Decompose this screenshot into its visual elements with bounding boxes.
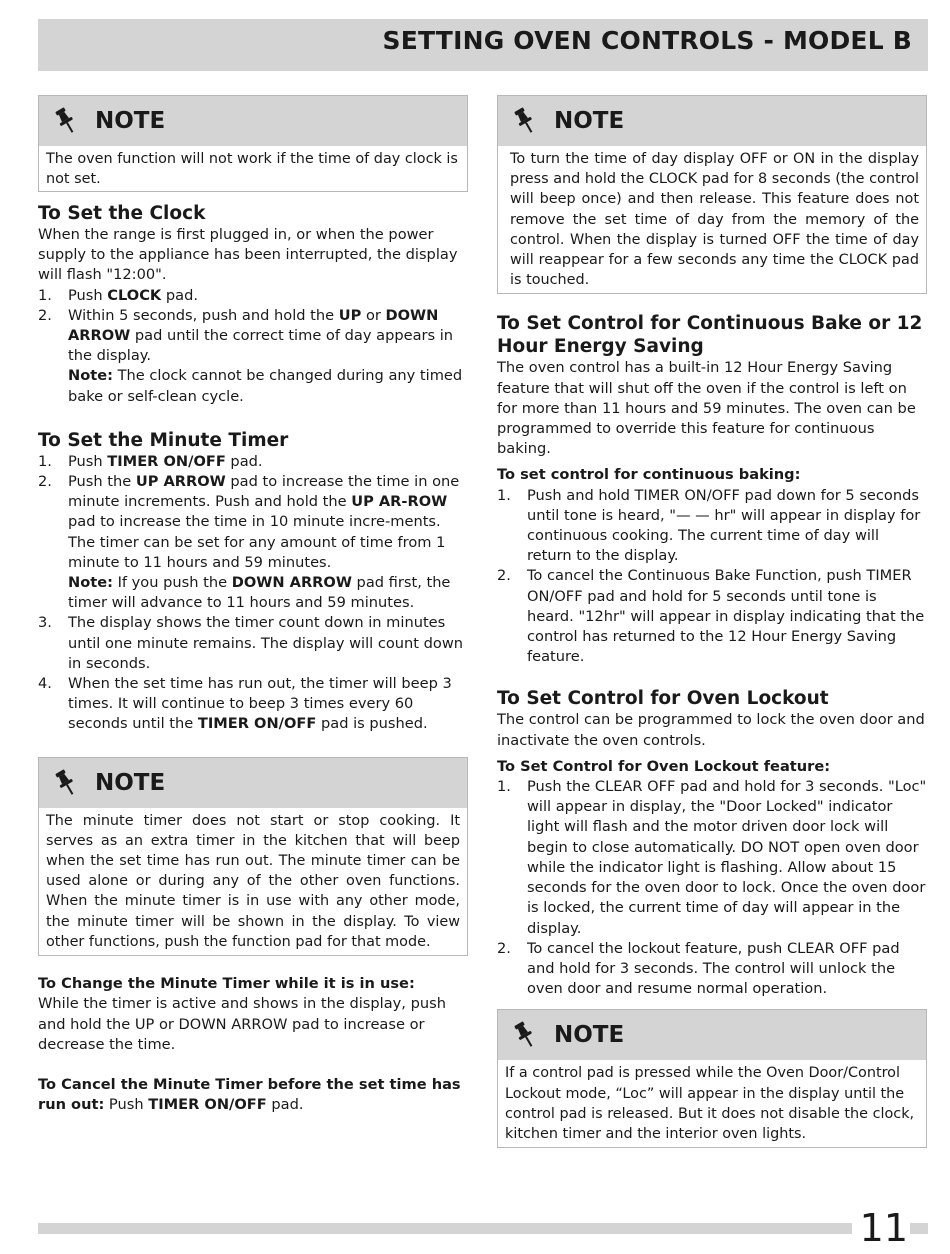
step-text-bold: DOWN ARROW bbox=[231, 574, 352, 592]
note-text: The minute timer does not start or stop cooking. It serves as an extra timer in the kitchen that will beep when the set time has run out. The minute timer can be used alone or during any of the other oven functions. When the minute timer is in use with any other mode, the minute timer will be shown in the display. To view other functions, push the function pad for that mode. bbox=[46, 812, 460, 950]
step-text-bold: UP bbox=[338, 306, 362, 324]
list-item bbox=[497, 486, 927, 567]
lockout-intro: The control can be programmed to lock the oven door and inactivate the oven controls. bbox=[497, 711, 925, 749]
note-box-minute-timer bbox=[38, 757, 468, 956]
timer-steps bbox=[38, 452, 468, 735]
note-header bbox=[39, 758, 467, 808]
note-box-clock-display bbox=[497, 95, 927, 294]
footer-bar bbox=[38, 1223, 928, 1234]
list-item bbox=[38, 452, 468, 472]
step-text-bold: DOWN ARROW bbox=[68, 306, 439, 345]
step-text: The display shows the timer count down in minutes until one minute remains. The display will count down in seconds. bbox=[68, 614, 464, 672]
step-text: When the set time has run out, the timer will beep 3 times. It will continue to beep 3 times every 60 seconds until the bbox=[68, 675, 452, 733]
note-inline-label: Note: bbox=[68, 574, 113, 592]
step-text-bold: TIMER ON/OFF bbox=[197, 715, 317, 733]
step-text: or bbox=[361, 306, 386, 324]
list-item bbox=[38, 472, 468, 613]
subheading-lockout-feature: To Set Control for Oven Lockout feature: bbox=[497, 757, 831, 775]
cancel-text-bold: TIMER ON/OFF bbox=[148, 1096, 267, 1114]
step-text: To cancel the Continuous Bake Function, push TIMER ON/OFF pad and hold for 5 seconds until tone is heard. "12hr" will appear in display indicating that the control has returned to the 12 Hour Energy Saving feature. bbox=[527, 567, 925, 666]
right-column bbox=[497, 95, 927, 1148]
pushpin-icon bbox=[512, 106, 538, 136]
step-text: pad is pushed. bbox=[316, 715, 428, 733]
step-text-bold: UP AR-ROW bbox=[351, 493, 448, 511]
step-number: 1. bbox=[38, 286, 52, 304]
step-text: Push and hold TIMER ON/OFF pad down for 5 seconds until tone is heard, "— — hr" will appear in display for continuous cooking. The current time of day will return to the display. bbox=[527, 486, 921, 565]
list-item bbox=[497, 939, 927, 1000]
note-label: NOTE bbox=[554, 1022, 625, 1049]
step-number: 2. bbox=[38, 306, 52, 324]
cancel-text: pad. bbox=[266, 1096, 304, 1114]
list-item bbox=[38, 286, 468, 306]
step-text-bold: CLOCK bbox=[107, 286, 162, 304]
step-number: 2. bbox=[38, 473, 52, 491]
step-number: 1. bbox=[38, 452, 52, 470]
note-header bbox=[498, 1010, 926, 1060]
page-number: 11 bbox=[852, 1206, 910, 1250]
note-inline-text: If you push the bbox=[112, 574, 232, 592]
note-label: NOTE bbox=[95, 769, 166, 796]
note-inline-label: Note: bbox=[68, 367, 113, 385]
step-text-bold: UP ARROW bbox=[135, 473, 226, 491]
clock-intro: When the range is first plugged in, or when the power supply to the appliance has been interrupted, the display will flash "12:00". bbox=[38, 226, 458, 284]
list-item bbox=[38, 306, 468, 407]
step-number: 1. bbox=[497, 778, 511, 796]
step-text: To cancel the lockout feature, push CLEAR OFF pad and hold for 3 seconds. The control will unlock the oven door and resume normal operation. bbox=[527, 939, 900, 998]
left-column bbox=[38, 95, 468, 1115]
note-header bbox=[498, 96, 926, 146]
pushpin-icon bbox=[512, 1020, 538, 1050]
subheading-change-timer: To Change the Minute Timer while it is in use: bbox=[38, 975, 415, 993]
step-number: 2. bbox=[497, 567, 511, 585]
step-number: 3. bbox=[38, 614, 52, 632]
list-item bbox=[38, 613, 468, 674]
step-text: Push the bbox=[68, 473, 136, 491]
clock-steps bbox=[38, 286, 468, 407]
step-text-bold: TIMER ON/OFF bbox=[107, 452, 226, 470]
note-text: If a control pad is pressed while the Oven Door/Control Lockout mode, “Loc” will appear in the display until the control pad is released. But it does not disable the clock, kitchen timer and the interior oven lights. bbox=[505, 1065, 915, 1142]
continuous-steps bbox=[497, 486, 927, 668]
step-text: pad to increase the time in 10 minute incre-ments. The timer can be set for any amount of time from 1 minute to 11 hours and 59 minutes. bbox=[68, 513, 446, 571]
note-inline-text: The clock cannot be changed during any timed bake or self-clean cycle. bbox=[68, 367, 463, 405]
step-text: pad. bbox=[225, 452, 263, 470]
step-text: Within 5 seconds, push and hold the bbox=[68, 306, 339, 324]
section-heading-minute-timer: To Set the Minute Timer bbox=[38, 429, 289, 451]
pushpin-icon bbox=[53, 106, 79, 136]
subheading-cancel-timer: To Cancel the Minute Timer before the set time has run out: bbox=[38, 1075, 461, 1114]
note-label: NOTE bbox=[95, 108, 166, 134]
note-header bbox=[39, 96, 467, 146]
list-item bbox=[497, 566, 927, 667]
cancel-timer-paragraph bbox=[38, 1075, 468, 1115]
step-text: pad to increase the time in one minute increments. Push and hold the bbox=[68, 473, 460, 511]
step-number: 1. bbox=[497, 486, 511, 504]
note-box-lockout bbox=[497, 1009, 927, 1148]
list-item bbox=[38, 674, 468, 735]
step-text: Push bbox=[68, 286, 108, 304]
note-box-clock bbox=[38, 95, 468, 192]
subheading-continuous-baking: To set control for continuous baking: bbox=[497, 466, 801, 484]
step-text: Push bbox=[68, 452, 108, 470]
section-heading-oven-lockout: To Set Control for Oven Lockout bbox=[497, 688, 829, 710]
pushpin-icon bbox=[53, 768, 79, 798]
list-item bbox=[497, 777, 927, 939]
lockout-steps bbox=[497, 777, 927, 999]
header-bar bbox=[38, 19, 928, 71]
step-text: pad until the correct time of day appears in the display. bbox=[68, 327, 454, 365]
cancel-text: Push bbox=[104, 1096, 149, 1114]
step-text: pad. bbox=[161, 286, 198, 304]
note-text: To turn the time of day display OFF or ON in the display press and hold the CLOCK pad for 8 seconds (the control will beep once) and then release. This feature does not remove the set time of day from the memory of the control. When the display is turned OFF the time of day will reappear for a few seconds any time the CLOCK pad is touched. bbox=[510, 151, 919, 289]
note-label: NOTE bbox=[554, 108, 625, 134]
note-inline-text: pad first, the timer will advance to 11 hours and 59 minutes. bbox=[68, 574, 451, 612]
section-heading-set-clock: To Set the Clock bbox=[38, 203, 206, 224]
continuous-intro: The oven control has a built-in 12 Hour Energy Saving feature that will shut off the oven if the control is left on for more than 11 hours and 59 minutes. The oven can be programmed to override this feature for continuous baking. bbox=[497, 359, 916, 458]
step-text: Push the CLEAR OFF pad and hold for 3 seconds. "Loc" will appear in display, the "Door Locked" indicator light will flash and the motor driven door lock will begin to close automatically. DO NOT open oven door while the indicator light is flashing. Allow about 15 seconds for the oven door to lock. Once the oven door is locked, the current time of day will appear in the display. bbox=[527, 778, 927, 937]
note-text: The oven function will not work if the time of day clock is not set. bbox=[46, 151, 458, 188]
page-title: SETTING OVEN CONTROLS - MODEL B bbox=[382, 26, 912, 55]
step-number: 2. bbox=[497, 939, 511, 957]
section-heading-continuous-bake: To Set Control for Continuous Bake or 12 Hour Energy Saving bbox=[497, 313, 923, 358]
change-timer-text: While the timer is active and shows in the display, push and hold the UP or DOWN ARROW pad to increase or decrease the time. bbox=[38, 995, 446, 1053]
step-number: 4. bbox=[38, 675, 52, 693]
